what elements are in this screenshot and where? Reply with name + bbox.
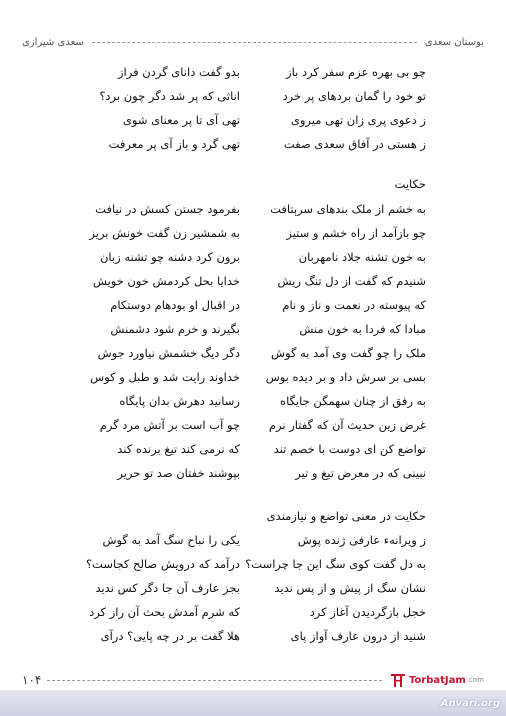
verse-row (0, 108, 506, 132)
verse-right: چو بی بهره عزم سفر کرد باز (286, 65, 426, 79)
stanza-1 (0, 60, 506, 156)
verse-right: خجل بازگردیدن آغاز کرد (309, 605, 426, 619)
verse-row (0, 437, 506, 461)
bottom-bar (0, 690, 506, 716)
verse-row (0, 293, 506, 317)
verse-right: به دل گفت کوی سگ این جا چراست؟ (245, 557, 426, 571)
verse-left: بجز عارف آن جا دگر کس ندید (95, 581, 240, 595)
stanza-2 (0, 197, 506, 485)
verse-left: اناثی که پر شد دگر چون برد؟ (99, 89, 240, 103)
logo-tld: .com (466, 676, 484, 684)
verse-right: شنید از درون عارف آواز پای (290, 629, 426, 643)
verse-right: ز دعوی پری زان تهی میروی (290, 113, 426, 127)
verse-left: بفرمود جستن کسش در نیافت (95, 202, 240, 216)
verse-left: خدایا بحل کردمش خون خویش (92, 274, 240, 288)
verse-left: برون کرد دشنه چو تشنه زبان (99, 250, 240, 264)
verse-row (0, 576, 506, 600)
verse-right: تواضع کن ای دوست با خصم تند (273, 442, 426, 456)
verse-row (0, 552, 506, 576)
footer-divider (47, 680, 382, 681)
verse-left: که شرم آمدش بحث آن راز کرد (89, 605, 240, 619)
verse-right: به رفق از چنان سهمگن جایگاه (280, 394, 426, 408)
verse-left: تهی گرد و باز آی پر معرفت (108, 137, 240, 151)
verse-row (0, 132, 506, 156)
verse-row (0, 245, 506, 269)
verse-right: چو بازآمد از راه خشم و ستیز (286, 226, 426, 240)
verse-right: که پیوسته در نعمت و ناز و نام (282, 298, 426, 312)
verse-row (0, 269, 506, 293)
page-header (22, 34, 484, 50)
stanza-3 (0, 528, 506, 648)
verse-row (0, 600, 506, 624)
verse-right: بسی بر سرش داد و بر دیده بوس (265, 370, 426, 384)
page-number: ۱۰۴ (22, 673, 42, 687)
section-heading: حکایت در معنی تواضع و نیازمندی (266, 509, 426, 523)
verse-right: مبادا که فردا به خون منش (299, 322, 426, 336)
verse-row (0, 389, 506, 413)
book-title: بوستان سعدی (424, 36, 484, 48)
verse-left: بدو گفت دانای گردن فراز (118, 65, 240, 79)
verse-left: در اقبال او بودهام دوستکام (110, 298, 240, 312)
verse-right: ز ویرانهء عارفی ژنده پوش (297, 533, 426, 547)
verse-left: چو آب است بر آتش مرد گرم (99, 418, 240, 432)
verse-row (0, 84, 506, 108)
verse-right: ز هستی در آفاق سعدی صفت (283, 137, 426, 151)
verse-left: رسانید دهرش بدان پایگاه (119, 394, 240, 408)
header-divider (92, 42, 417, 43)
verse-row (0, 341, 506, 365)
verse-left: درآمد که درویش صالح کجاست؟ (85, 557, 240, 571)
author-name: سعدی شیرازی (22, 36, 84, 48)
verse-right: به خون تشنه جلاد نامهربان (298, 250, 426, 264)
verse-row (0, 624, 506, 648)
verse-right: غرض زین حدیث آن که گفتار نرم (268, 418, 426, 432)
verse-left: خداوند رایت شد و طبل و کوس (90, 370, 240, 384)
verse-right: ملک را چو گفت وی آمد به گوش (271, 346, 426, 360)
verse-right: تو خود را گمان بردهای پر خرد (282, 89, 426, 103)
verse-row (0, 317, 506, 341)
torbatjam-logo-icon (390, 672, 406, 688)
verse-row (0, 197, 506, 221)
section-heading: حکایت (394, 177, 426, 191)
verse-right: به خشم از ملک بندهای سرېتافت (270, 202, 426, 216)
verse-row (0, 60, 506, 84)
verse-left: که نرمی کند تیغ برنده کند (117, 442, 240, 456)
verse-row (0, 221, 506, 245)
verse-row (0, 461, 506, 485)
verse-right: نشان سگ از پیش و از پس ندید (274, 581, 426, 595)
verse-row (0, 528, 506, 552)
verse-right: شنیدم که گفت از دل تنگ ریش (277, 274, 426, 288)
verse-row (0, 413, 506, 437)
verse-left: به شمشیر زن گفت خونش بریز (89, 226, 240, 240)
verse-left: هلا گفت بر در چه پایی؟ درآی (100, 629, 240, 643)
torbatjam-logo[interactable] (390, 672, 484, 688)
logo-text: TorbatJam (408, 674, 466, 686)
watermark: Anvari.org (440, 698, 500, 709)
verse-left: دگر دیگ خشمش نیاورد جوش (97, 346, 240, 360)
verse-left: تهی آی تا پر معنای شوی (122, 113, 240, 127)
page-footer (22, 672, 484, 688)
verse-left: یکی را نباح سگ آمد به گوش (102, 533, 240, 547)
verse-row (0, 365, 506, 389)
verse-right: نبینی که در معرض تیغ و تیر (295, 466, 426, 480)
verse-left: بپوشند خفتان صد تو حریر (117, 466, 240, 480)
verse-left: بگیرند و خرم شود دشمنش (110, 322, 240, 336)
